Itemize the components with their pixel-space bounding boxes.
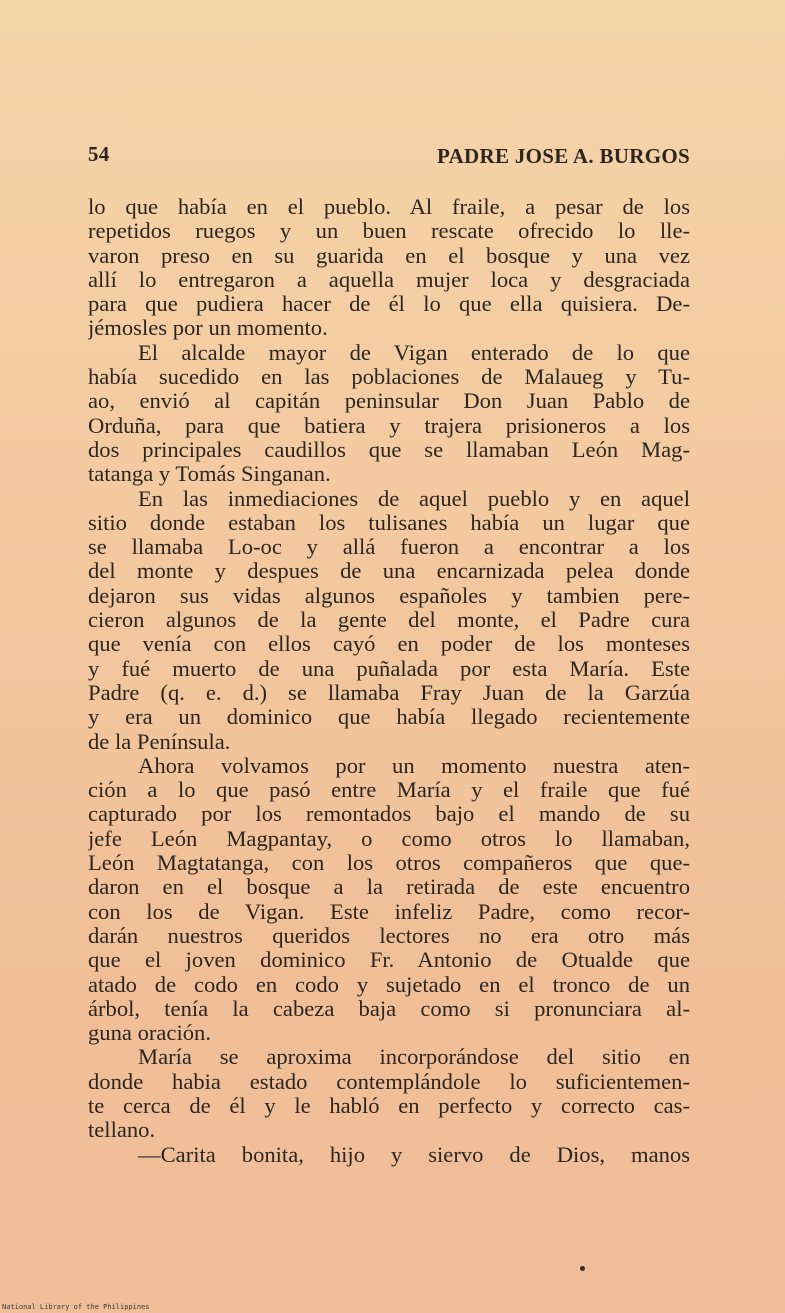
page-number: 54 [88, 142, 110, 166]
text-line: daron en el bosque a la retirada de este encuentro [88, 875, 690, 900]
text-line: que venía con ellos cayó en poder de los monteses [88, 632, 690, 657]
text-line: sitio donde estaban los tulisanes había un lugar que [88, 510, 690, 535]
ink-spot [580, 1266, 585, 1271]
text-line: con los de Vigan. Este infeliz Padre, como recor- [88, 899, 690, 924]
text-line: dos principales caudillos que se llamaban León Mag- [88, 437, 690, 462]
text-line: repetidos ruegos y un buen rescate ofrecido lo lle- [88, 219, 690, 244]
text-line: atado de codo en codo y sujetado en el tronco de un [88, 972, 690, 997]
text-line: El alcalde mayor de Vigan enterado de lo que [138, 340, 690, 365]
text-line: donde habia estado contemplándole lo suficientemen- [88, 1069, 690, 1094]
text-line: que el joven dominico Fr. Antonio de Otualde que [88, 948, 690, 973]
text-line: ao, envió al capitán peninsular Don Juan Pablo de [88, 389, 690, 414]
page-header [88, 142, 690, 172]
text-line: María se aproxima incorporándose del sitio en [138, 1045, 690, 1070]
body-text [88, 195, 690, 1167]
text-line: ción a lo que pasó entre María y el fraile que fué [88, 778, 690, 803]
text-line: Orduña, para que batiera y trajera prisioneros a los [88, 413, 690, 438]
text-line: Padre (q. e. d.) se llamaba Fray Juan de la Garzúa [88, 680, 690, 705]
text-line: y era un dominico que había llegado recientemente [88, 705, 690, 730]
text-line: de la Península. [88, 729, 231, 754]
text-line: jefe León Magpantay, o como otros lo llamaban, [88, 826, 690, 851]
text-line: guna oración. [88, 1021, 211, 1046]
text-line: capturado por los remontados bajo el mando de su [88, 802, 690, 827]
text-line: árbol, tenía la cabeza baja como si pronunciara al- [88, 996, 690, 1021]
text-line: dejaron sus vidas algunos españoles y tambien pere- [88, 583, 690, 608]
text-line: León Magtatanga, con los otros compañeros que que- [88, 851, 690, 876]
running-title: PADRE JOSE A. BURGOS [437, 144, 690, 168]
text-line: tatanga y Tomás Singanan. [88, 462, 331, 487]
text-line: —Carita bonita, hijo y siervo de Dios, manos [138, 1142, 690, 1167]
text-line: En las inmediaciones de aquel pueblo y en aquel [138, 486, 690, 511]
text-line: cieron algunos de la gente del monte, el Padre cura [88, 608, 690, 633]
library-credit: National Library of the Philippines [2, 1303, 150, 1311]
text-line: lo que había en el pueblo. Al fraile, a pesar de los [88, 195, 690, 219]
text-line: allí lo entregaron a aquella mujer loca y desgraciada [88, 267, 690, 292]
text-line: darán nuestros queridos lectores no era otro más [88, 923, 690, 948]
text-line: y fué muerto de una puñalada por esta María. Este [88, 656, 690, 681]
text-line: jémosles por un momento. [88, 316, 328, 341]
text-line: se llamaba Lo-oc y allá fueron a encontrar a los [88, 535, 690, 560]
text-line: había sucedido en las poblaciones de Malaueg y Tu- [88, 365, 690, 390]
text-line: para que pudiera hacer de él lo que ella quisiera. De- [88, 292, 690, 317]
text-line: varon preso en su guarida en el bosque y una vez [88, 243, 690, 268]
text-line: tellano. [88, 1118, 156, 1143]
text-line: Ahora volvamos por un momento nuestra aten- [138, 753, 690, 778]
text-line: del monte y despues de una encarnizada pelea donde [88, 559, 690, 584]
text-line: te cerca de él y le habló en perfecto y correcto cas- [88, 1093, 690, 1118]
